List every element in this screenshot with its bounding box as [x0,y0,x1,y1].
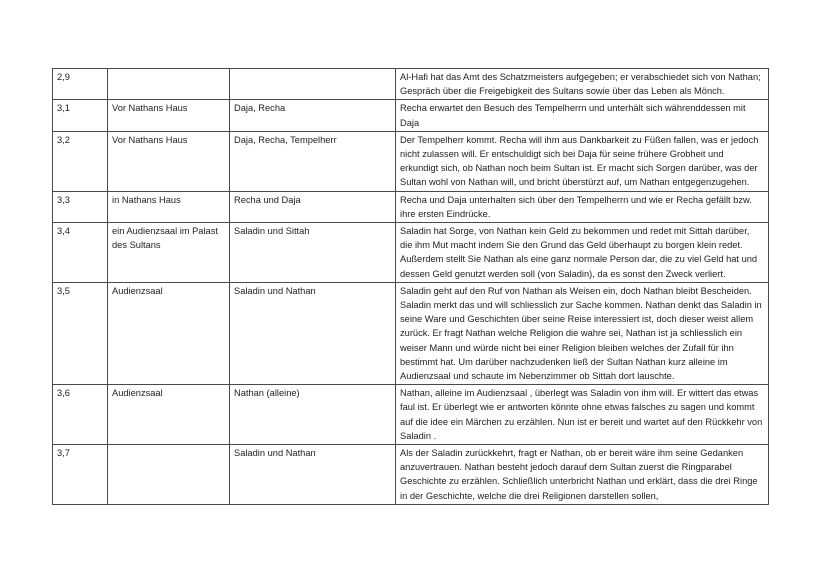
scene-place: Vor Nathans Haus [108,131,230,191]
scene-number: 3,6 [53,385,108,445]
scene-number: 3,5 [53,282,108,384]
scene-place: in Nathans Haus [108,191,230,222]
table-row [53,69,769,100]
scene-table [52,68,769,505]
scene-persons: Recha und Daja [230,191,396,222]
table-row [53,100,769,131]
scene-place: Audienzsaal [108,282,230,384]
table-row [53,223,769,283]
scene-place [108,445,230,505]
scene-persons: Daja, Recha [230,100,396,131]
scene-place: ein Audienzsaal im Palast des Sultans [108,223,230,283]
scene-number: 2,9 [53,69,108,100]
scene-persons: Saladin und Nathan [230,445,396,505]
scene-content: Der Tempelherr kommt. Recha will ihm aus Dankbarkeit zu Füßen fallen, was er jedoch nicht zulassen will. Er entschuldigt sich bei Daja für seine frühere Grobheit und erkundigt sich, ob Nathan noch beim Sultan ist. Er macht sich Sorgen darüber, was der Sultan wohl von Nathan will, und bricht überstürzt auf, um Nathan entgegenzugehen. [396,131,769,191]
scene-persons: Saladin und Nathan [230,282,396,384]
scene-content: Recha und Daja unterhalten sich über den Tempelherrn und wie er Recha gefällt bzw. ihre ersten Eindrücke. [396,191,769,222]
table-row [53,445,769,505]
table-row [53,385,769,445]
scene-number: 3,1 [53,100,108,131]
scene-place [108,69,230,100]
scene-content: Saladin geht auf den Ruf von Nathan als Weisen ein, doch Nathan bleibt Bescheiden. Saladin merkt das und will schliesslich zur Sache kommen. Nathan denkt das Saladin in seine Ware und Geschichten über seine Reise interessiert ist, doch dieser weist allem zurück. Er fragt Nathan welche Religion die wahre sei, Nathan ist ja schliesslich ein weiser Mann und würde nicht bei einer Religion bleiben welches der Zufall für ihn bestimmt hat. Um darüber nachzudenken ließ der Sultan Nathan kurz alleine im Audienzsaal und schaute im Nebenzimmer ob Sittah dort lauschte. [396,282,769,384]
scene-content: Recha erwartet den Besuch des Tempelherrn und unterhält sich währenddessen mit Daja [396,100,769,131]
scene-persons: Daja, Recha, Tempelherr [230,131,396,191]
scene-number: 3,4 [53,223,108,283]
scene-persons: Saladin und Sittah [230,223,396,283]
scene-number: 3,2 [53,131,108,191]
scene-content: Als der Saladin zurückkehrt, fragt er Nathan, ob er bereit wäre ihm seine Gedanken anzuvertrauen. Nathan besteht jedoch darauf dem Sultan zuerst die Ringparabel Geschichte zu erzählen. Schließlich unterbricht Nathan und erklärt, dass die drei Ringe in der Geschichte, welche die drei Religionen darstellen sollen, [396,445,769,505]
table-row [53,131,769,191]
scene-content: Nathan, alleine im Audienzsaal , überlegt was Saladin von ihm will. Er wittert das etwas faul ist. Er überlegt wie er antworten könnte ohne etwas falsches zu sagen und kommt auf die idee ein Märchen zu erzählen. Nun ist er bereit und wartet auf den Rückkehr von Saladin . [396,385,769,445]
scene-content: Al-Hafi hat das Amt des Schatzmeisters aufgegeben; er verabschiedet sich von Nathan; Gespräch über die Freigebigkeit des Sultans sowie über das Leben als Mönch. [396,69,769,100]
table-row [53,191,769,222]
scene-place: Vor Nathans Haus [108,100,230,131]
scene-content: Saladin hat Sorge, von Nathan kein Geld zu bekommen und redet mit Sittah darüber, die ihm Mut macht indem Sie den Grund das Geld überhaupt zu borgen klein redet. Außerdem stellt Sie Nathan als eine ganz normale Person dar, die zu viel Geld hat und dessen Geld genutzt werden soll (von Saladin), da es sonst den Zweck verliert. [396,223,769,283]
table-row [53,282,769,384]
scene-place: Audienzsaal [108,385,230,445]
scene-number: 3,3 [53,191,108,222]
scene-number: 3,7 [53,445,108,505]
scene-persons [230,69,396,100]
scene-persons: Nathan (alleine) [230,385,396,445]
